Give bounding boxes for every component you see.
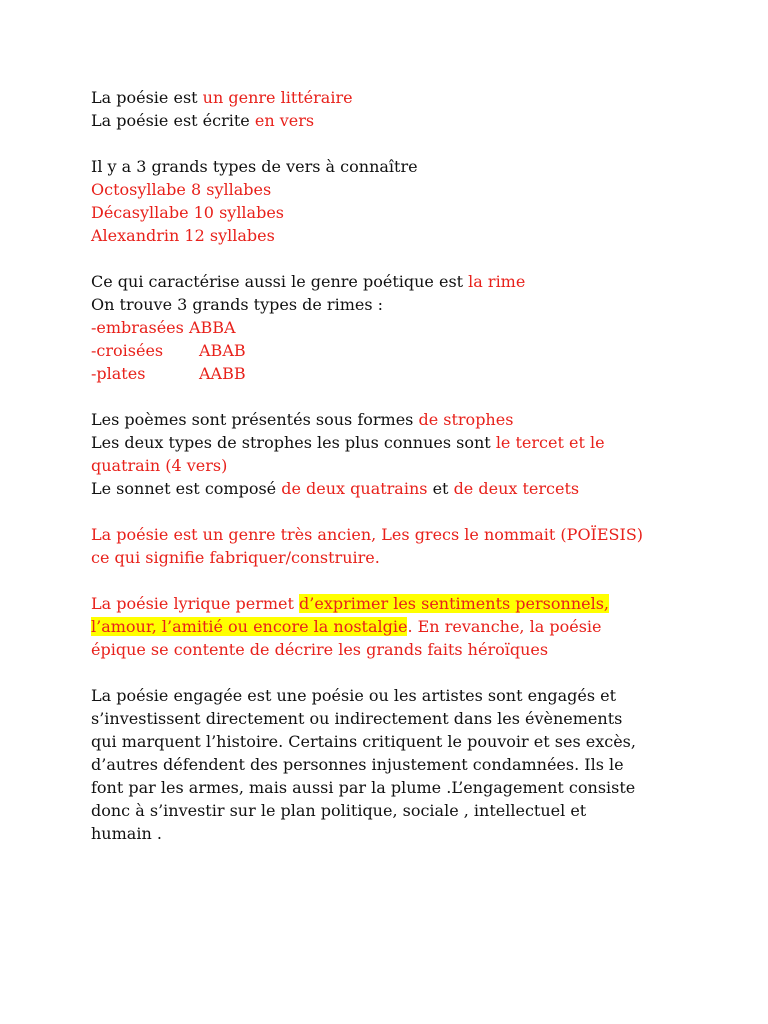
rime-name: -plates <box>91 364 146 383</box>
text-line: qui marquent l’histoire. Certains critiquent le pouvoir et ses excès, <box>91 732 636 751</box>
paragraph-vers <box>91 155 731 247</box>
text-line: Il y a 3 grands types de vers à connaître <box>91 157 418 176</box>
highlight-red-text: un genre littéraire <box>202 88 353 107</box>
text-line <box>91 109 731 132</box>
text-line-red <box>91 592 731 615</box>
text-line: On trouve 3 grands types de rimes : <box>91 295 384 314</box>
paragraph-strophes <box>91 408 731 500</box>
text-line <box>91 477 731 500</box>
rime-item <box>91 339 731 362</box>
highlight-red-text: de strophes <box>418 410 514 429</box>
rime-item <box>91 362 731 385</box>
document-page <box>91 86 731 868</box>
text-line: La poésie engagée est une poésie ou les artistes sont engagés et <box>91 686 617 705</box>
text: La poésie est <box>91 88 203 107</box>
text-line <box>91 270 731 293</box>
highlight-red-text: de deux quatrains <box>281 479 428 498</box>
text-line: donc à s’investir sur le plan politique, sociale , intellectuel et <box>91 801 587 820</box>
rime-pattern: ABAB <box>199 341 246 360</box>
rime-name: -embrasées <box>91 318 184 337</box>
rime-name: -croisées <box>91 341 164 360</box>
text-line-red: Décasyllabe 10 syllabes <box>91 203 285 222</box>
text-line: s’investissent directement ou indirectement dans les évènements <box>91 709 623 728</box>
text-line: d’autres défendent des personnes injustement condamnées. Ils le <box>91 755 624 774</box>
text-line-red: La poésie est un genre très ancien, Les grecs le nommait (POÏESIS) <box>91 525 644 544</box>
text: Le sonnet est composé <box>91 479 282 498</box>
paragraph-engagee <box>91 684 731 845</box>
text-line-red <box>91 615 731 638</box>
text-line-red: Octosyllabe 8 syllabes <box>91 180 272 199</box>
text-line <box>91 408 731 431</box>
paragraph-genre <box>91 86 731 132</box>
rime-item <box>91 316 731 339</box>
paragraph-lyrique <box>91 592 731 661</box>
text-line-red: épique se contente de décrire les grands faits héroïques <box>91 640 549 659</box>
yellow-highlight-text: l’amour, l’amitié ou encore la nostalgie <box>91 617 408 636</box>
text-line-red: ce qui signifie fabriquer/construire. <box>91 548 380 567</box>
paragraph-rimes <box>91 270 731 385</box>
text: La poésie est écrite <box>91 111 255 130</box>
highlight-red-text: le tercet et le <box>495 433 605 452</box>
rime-pattern: AABB <box>199 364 246 383</box>
text-line <box>91 431 731 454</box>
text-line: humain . <box>91 824 162 843</box>
text-line-red: Alexandrin 12 syllabes <box>91 226 275 245</box>
text-line: font par les armes, mais aussi par la plume .L’engagement consiste <box>91 778 636 797</box>
text: La poésie lyrique permet <box>91 594 300 613</box>
text: Les deux types de strophes les plus connues sont <box>91 433 496 452</box>
paragraph-histoire <box>91 523 731 569</box>
yellow-highlight-text: d’exprimer les sentiments personnels, <box>299 594 609 613</box>
text-line <box>91 86 731 109</box>
highlight-red-text: la rime <box>468 272 526 291</box>
rime-pattern: ABBA <box>188 318 236 337</box>
text: et <box>427 479 454 498</box>
highlight-red-text: en vers <box>254 111 315 130</box>
text: Ce qui caractérise aussi le genre poétique est <box>91 272 469 291</box>
highlight-red-text: de deux tercets <box>453 479 580 498</box>
text: Les poèmes sont présentés sous formes <box>91 410 419 429</box>
text: . En revanche, la poésie <box>407 617 602 636</box>
text-line-red: quatrain (4 vers) <box>91 456 228 475</box>
